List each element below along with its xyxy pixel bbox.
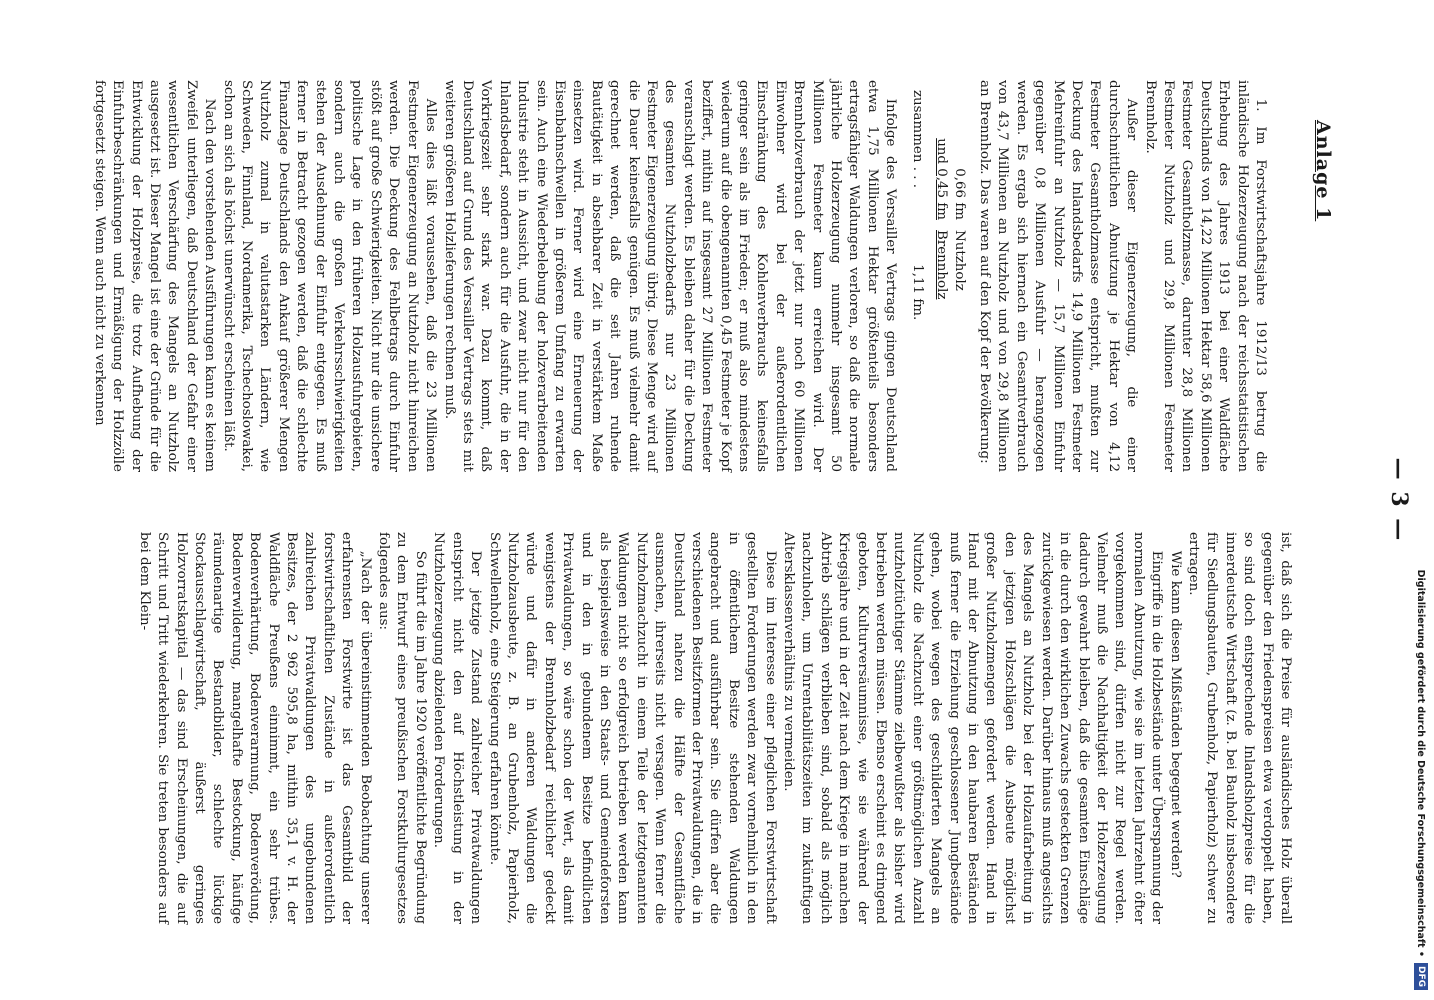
paragraph: 1. Im Forstwirtschaftsjahre 1912/13 betrug die inländische Holzerzeugung nach der reichsstatistischen Erhebung des Jahres 1913 bei einer Waldfläche Deutschlands von 14,22 Millionen Hektar 58,6 Millionen Festmeter Gesamtholzmasse, darunter 28,8 Millionen Festmeter Nutzholz und 29,8 Millionen Festmeter Brennholz. bbox=[1142, 80, 1268, 472]
right-column bbox=[134, 532, 1294, 924]
quotation-paragraph: „Nach der übereinstimmenden Beobachtung unserer erfahrensten Forstwirte ist das Gesamtbild der forstwirtschaftlichen Zustände in außerordentlich zahlreichen Privatwaldungen des ungebundenen Besitzes, der 2 962 595,8 ha, mithin 35,1 v. H. der Waldfläche Preußens einnimmt, ein sehr trübes. Bodenverhärtung, Bodenverarmung, Bodenverödung, Bodenverwilderung, mangelhafte Bestockung, häufige räumdenartige Bestandbilder, schlechte lückige Stockausschlagwirtschaft, äußerst geringes Holzvorratskapital — das sind Erscheinungen, die auf Schritt und Tritt wiederkehren. Sie treten besonders auf bei dem Klein- bbox=[136, 532, 373, 924]
sum-label: zusammen . . . bbox=[909, 90, 925, 189]
dfg-logo: DFG bbox=[1414, 963, 1428, 990]
page-number: — 3 — bbox=[1386, 457, 1412, 543]
annex-heading: Anlage 1 bbox=[1312, 120, 1334, 222]
paragraph: Wie kann diesen Mißständen begegnet werden? bbox=[1167, 550, 1183, 878]
sum-value: 1,11 fm. bbox=[909, 264, 925, 321]
figure-value: 0,66 fm bbox=[952, 168, 968, 220]
paragraph: Diese im Interesse einer pfleglichen Forstwirtschaft gestellten Forderungen werden zwar vornehmlich in den in öffentlichem Besitze stehenden Waldungen angebracht und ausführbar sein. Sie dürfen aber die verschiedenen Besitzformen der Privatwaldungen, die in Deutschland nahezu die Hälfte der Gesamtfläche ausmachen, ihrerseits nicht versagen. Wenn ferner die Nutzholzmachzucht in einem Teile der letztgenannten Waldungen nicht so erfolgreich betrieben werden kann als beispielsweise in den Staats- und Gemeindeforsten und in den in gebundenem Besitze befindlichen Privatwaldungen, so wäre schon der Wert, als damit wenigstens der Brennholzbedarf reichlicher gedeckt würde und dafür in anderen Waldungen die Nutzholzausbeute, z. B. an Grubenholz, Papierholz, Schwellenholz, eine Steigerung erfahren könnte. bbox=[486, 532, 778, 924]
dfg-credit-text: Digitalisierung gefördert durch die Deutsche Forschungsgemeinschaft • bbox=[1415, 569, 1427, 957]
figure-sum bbox=[907, 80, 925, 472]
paragraph: So führt die im Jahre 1920 veröffentlichte Begründung zu dem Entwurf eines preußischen Forstkulturgesetzes folgendes aus: bbox=[376, 532, 428, 924]
figure-row bbox=[950, 80, 968, 472]
figure-row bbox=[932, 80, 950, 472]
figure-label: Brennholz bbox=[934, 230, 950, 300]
paragraph: Außer dieser Eigenerzeugung, die einer durchschnittlichen Abnutzung je Hektar von 4,12 Festmeter Gesamtholzmasse entspricht, mußten zur Deckung des Inlandsbedarfs 14,9 Millionen Festmeter Mehreinfuhr an Nutzholz — 15,7 Millionen Einfuhr gegenüber 0,8 Millionen Ausfuhr — herangezogen werden. Es ergab sich hiernach ein Gesamtverbrauch von 43,7 Millionen an Nutzholz und von 29,8 Millionen an Brennholz. Das waren auf den Kopf der Bevölkerung: bbox=[976, 80, 1140, 472]
paragraph: ist, daß sich die Preise für ausländisches Holz überall gegenüber den Friedenspreisen etwa verdoppelt haben, so sind doch entsprechende Inlandsholzpreise für die innerdeutsche Wirtschaft (z. B. bei Bauholz insbesondere für Siedlungsbauten, Grubenholz, Papierholz) schwer zu ertragen. bbox=[1185, 532, 1293, 924]
left-column bbox=[89, 80, 1269, 472]
figure-value: und 0,45 fm bbox=[934, 138, 950, 220]
paragraph: Eingriffe in die Holzbestände unter Überspannung der normalen Abnutzung, wie sie im letzten Jahrzehnt öfter vorgekommen sind, dürfen nicht zur Regel werden. Vielmehr muß die Nachhaltigkeit der Holzerzeugung dadurch gewahrt bleiben, daß die gesamten Einschläge in die durch den wirklichen Zuwachs gesteckten Grenzen zurückgewiesen werden. Darüber hinaus muß angesichts des Mangels an Nutzholz bei der Holzaufarbeitung in den jetzigen Holzschlägen die Ausbeute möglichst großer Nutzholzmengen gefordert werden. Hand in Hand mit der Abnutzung in den haubaren Beständen muß ferner die Erziehung geschlossener Jungbestände gehen, wobei wegen des geschilderten Mangels an Nutzholz die Nachzucht einer größtmöglichen Anzahl nutzholztüchtiger Stämme zielbewußter als bisher wird betrieben werden müssen. Ebenso erscheint es dringend geboten, Kulturversäumnisse, wie sie während der Kriegsjahre und in der Zeit nach dem Kriege in manchen Abtrieb schlägen verblieben sind, sobald als möglich nachzuholen, um Unrentabilitätszeiten im zukünftigen Altersklassenverhältnis zu vermeiden. bbox=[781, 532, 1165, 924]
per-capita-figures bbox=[932, 80, 969, 472]
paragraph: Infolge des Versailler Vertrags gingen Deutschland etwa 1,75 Millionen Hektar größtenteils besonders ertragsfähiger Waldungen verloren, so daß die normale jährliche Holzerzeugung nunmehr insgesamt 50 Millionen Festmeter kaum erreichen wird. Der Brennholzverbrauch der jetzt nur noch 60 Millionen Einwohner wird bei der außerordentlichen Einschränkung des Kohlenverbrauchs keinesfalls geringer sein als im Frieden; er muß also mindestens wiederum auf die obengenannten 0,45 Festmeter je Kopf beziffert, mithin auf insgesamt 27 Millionen Festmeter veranschlagt werden. Es bleiben daher für die Deckung des gesamten Nutzholzbedarfs nur 23 Millionen Festmeter Eigenerzeugung übrig. Diese Menge wird auf die Dauer keinesfalls genügen. Es muß vielmehr damit gerechnet werden, daß die seit Jahren ruhende Bautätigkeit in absehbarer Zeit in verstärktem Maße einsetzen wird. Ferner wird eine Erneuerung der Eisenbahnschwellen in größerem Umfang zu erwarten sein. Auch eine Wiederbelebung der holzverarbeitenden Industrie steht in Aussicht, und zwar nicht nur für den Inlandsbedarf, sondern auch für die Ausfuhr, die in der Vorkriegszeit sehr stark war. Dazu kommt, daß Deutschland auf Grund des Versailler Vertrags stets mit weiteren größeren Holzlieferungen rechnen muß. bbox=[441, 80, 899, 472]
paragraph: Nach den vorstehenden Ausführungen kann es keinem Zweifel unterliegen, daß Deutschland der Gefahr einer wesentlichen Verschärfung des Mangels an Nutzholz ausgesetzt ist. Dieser Mangel ist eine der Gründe für die Entwicklung der Holzpreise, die trotz Aufhebung der Einfuhrbeschränkungen und Ermäßigung der Holzzölle fortgesetzt steigen. Wenn auch nicht zu verkennen bbox=[91, 80, 218, 472]
paragraph: Alles dies läßt voraussehen, daß die 23 Millionen Festmeter Eigenerzeugung an Nutzholz nicht hinreichen werden. Die Deckung des Fehlbetrags durch Einfuhr stößt auf große Schwierigkeiten. Nicht nur die unsichere politische Lage in den früheren Holzausfuhrgebieten, sondern auch die großen Verkehrsschwierigkeiten stehen der Ausdehnung der Einfuhr entgegen. Es muß ferner in Betracht gezogen werden, daß die schlechte Finanzlage Deutschlands den Ankauf größerer Mengen Nutzholz zumal in valutastarken Ländern, wie Schweden, Finnland, Nordamerika, Tschechoslowakei, schon an sich als höchst unerwünscht erscheinen läßt. bbox=[220, 80, 439, 472]
dfg-credit-strip bbox=[1408, 0, 1434, 1000]
paragraph: Der jetzige Zustand zahlreicher Privatwaldungen entspricht nicht den auf Höchstleistung in der Nutzholzerzeugung abzielenden Forderungen. bbox=[431, 532, 484, 924]
dfg-credit bbox=[1408, 0, 1434, 1000]
figure-label: Nutzholz bbox=[952, 230, 968, 291]
